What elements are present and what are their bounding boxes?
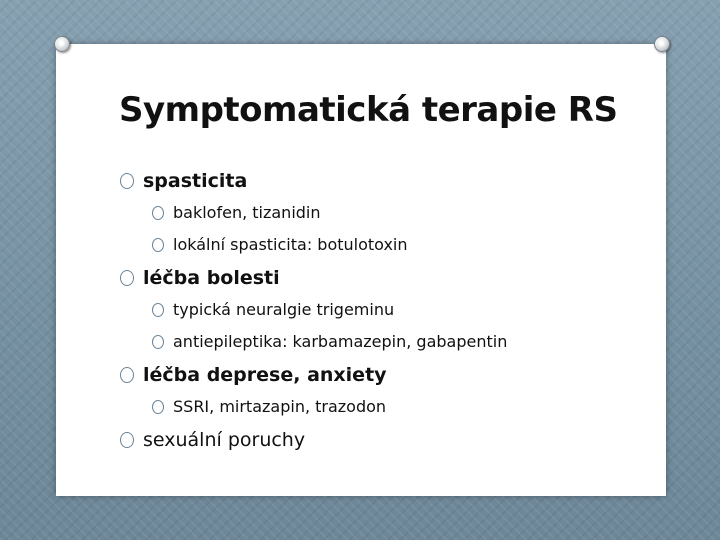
list-item <box>120 170 660 203</box>
list-item-text: spasticita <box>143 170 248 192</box>
list-subitem-text: lokální spasticita: botulotoxin <box>173 235 408 254</box>
list-item-text: sexuální poruchy <box>143 429 306 451</box>
list-subitem <box>120 300 660 332</box>
hollow-circle-icon <box>152 206 164 220</box>
slide-title: Symptomatická terapie RS <box>119 90 618 130</box>
bullet-list <box>120 170 660 462</box>
list-subitem-text: SSRI, mirtazapin, trazodon <box>173 397 387 416</box>
list-subitem-text: baklofen, tizanidin <box>173 203 321 222</box>
list-item-text: léčba bolesti <box>143 267 280 289</box>
hollow-circle-icon <box>120 270 134 286</box>
list-subitem <box>120 332 660 364</box>
list-subitem <box>120 235 660 267</box>
hollow-circle-icon <box>120 173 134 189</box>
list-item <box>120 429 660 462</box>
list-subitem-text: typická neuralgie trigeminu <box>173 300 395 319</box>
pushpin-icon <box>654 36 670 52</box>
list-subitem <box>120 203 660 235</box>
hollow-circle-icon <box>152 335 164 349</box>
hollow-circle-icon <box>152 400 164 414</box>
hollow-circle-icon <box>152 303 164 317</box>
list-subitem-text: antiepileptika: karbamazepin, gabapentin <box>173 332 508 351</box>
list-subitem <box>120 397 660 429</box>
hollow-circle-icon <box>152 238 164 252</box>
list-item <box>120 267 660 300</box>
list-item <box>120 364 660 397</box>
pushpin-icon <box>54 36 70 52</box>
hollow-circle-icon <box>120 367 134 383</box>
hollow-circle-icon <box>120 432 134 448</box>
list-item-text: léčba deprese, anxiety <box>143 364 387 386</box>
